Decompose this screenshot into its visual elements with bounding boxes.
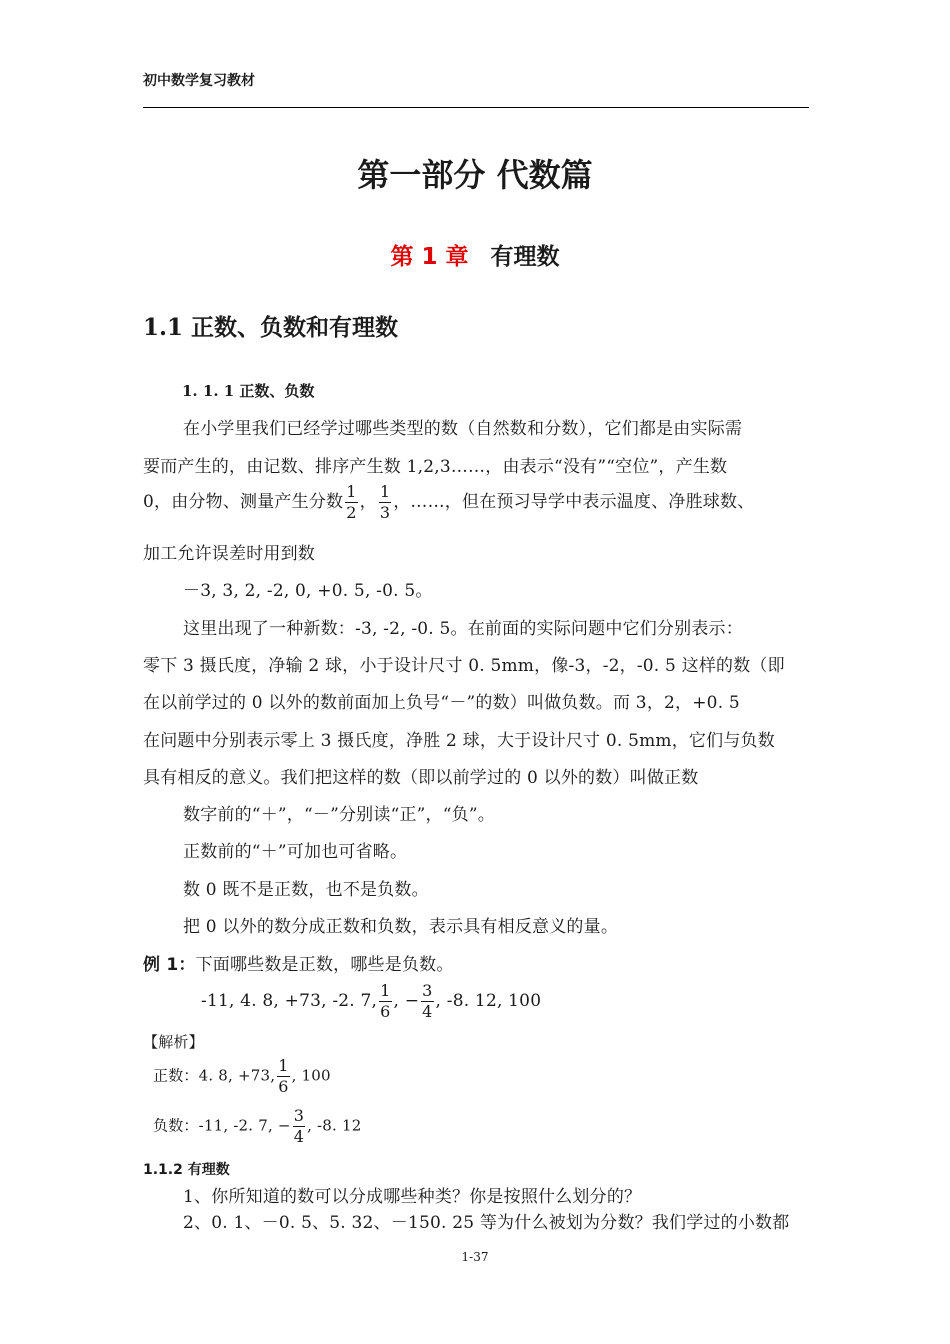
- fraction-numerator: 1: [278, 1056, 289, 1075]
- fraction-denominator: 6: [380, 1002, 391, 1021]
- paragraph-line: 在以前学过的 0 以外的数前面加上负号“－”的数）叫做负数。而 3，2，+0. 5: [143, 693, 740, 713]
- fraction-three-quarters: [421, 983, 433, 1020]
- fraction-numerator: 3: [422, 981, 433, 1000]
- paragraph-line: 数字前的“＋”，“－”分别读“正”，“负”。: [183, 805, 495, 825]
- fraction-third: [379, 484, 391, 521]
- subsection-heading: 1. 1. 1 正数、负数: [182, 382, 315, 400]
- part-title: 第一部分 代数篇: [357, 156, 593, 194]
- paragraph-line: 正数前的“＋”可加也可省略。: [183, 842, 408, 862]
- paragraph-line: 把 0 以外的数分成正数和负数，表示具有相反意义的量。: [183, 917, 619, 937]
- text-segment: -11, 4. 8, +73, -2. 7,: [201, 991, 378, 1011]
- text-segment: 正数：4. 8, +73,: [153, 1066, 276, 1085]
- fraction-denominator: 4: [422, 1002, 433, 1021]
- fraction-sixth: [277, 1058, 289, 1095]
- text-segment: 负数：-11, -2. 7, −: [153, 1116, 291, 1135]
- fraction-denominator: 6: [278, 1077, 289, 1096]
- chapter-title: 有理数: [490, 244, 560, 270]
- paragraph-line-with-fractions: [143, 484, 754, 521]
- paragraph-line: 具有相反的意义。我们把这样的数（即以前学过的 0 以外的数）叫做正数: [143, 768, 699, 788]
- example-label: 例 1：: [143, 955, 196, 975]
- text-segment: , -8. 12: [307, 1116, 362, 1135]
- fraction-denominator: 2: [346, 503, 357, 522]
- paragraph-line: 零下 3 摄氏度，净输 2 球，小于设计尺寸 0. 5mm，像-3，-2，-0. 5 这样的数（即: [143, 656, 785, 676]
- question-item: 1、你所知道的数可以分成哪些种类？你是按照什么划分的？: [183, 1187, 642, 1207]
- fraction-denominator: 3: [379, 503, 391, 522]
- fraction-denominator: 4: [293, 1127, 305, 1146]
- example-question: [143, 950, 454, 975]
- analysis-label: 【解析】: [143, 1033, 204, 1051]
- fraction-half: [345, 484, 357, 521]
- fraction-numerator: 1: [346, 482, 357, 501]
- paragraph-line: 加工允许误差时用到数: [143, 544, 315, 564]
- paragraph-line: 在问题中分别表示零上 3 摄氏度，净胜 2 球，大于设计尺寸 0. 5mm，它们与负数: [143, 731, 775, 751]
- paragraph-line: 数 0 既不是正数，也不是负数。: [183, 880, 429, 900]
- example-text: 下面哪些数是正数，哪些是负数。: [195, 955, 454, 975]
- paragraph-line: 在小学里我们已经学过哪些类型的数（自然数和分数），它们都是由实际需: [183, 419, 743, 439]
- fraction-numerator: 3: [293, 1106, 305, 1125]
- text-segment: , -8. 12, 100: [435, 991, 542, 1011]
- question-item: 2、0. 1、－0. 5、5. 32、－150. 25 等为什么被划为分数？我们学过的小数都: [183, 1213, 790, 1233]
- paragraph-line: 这里出现了一种新数：-3, -2, -0. 5。在前面的实际问题中它们分别表示：: [183, 619, 743, 639]
- number-list: －3, 3, 2, -2, 0, +0. 5, -0. 5。: [183, 581, 433, 601]
- chapter-heading: [0, 238, 950, 271]
- fraction-three-quarters: [293, 1108, 305, 1145]
- section-heading: 1.1 正数、负数和有理数: [143, 314, 399, 341]
- page-number: 1-37: [461, 1250, 489, 1264]
- subsection-heading: 1.1.2 有理数: [143, 1162, 230, 1178]
- chapter-number: 第 1 章: [390, 244, 469, 270]
- example-number-list: [201, 983, 541, 1020]
- positive-answer: [153, 1058, 331, 1095]
- fraction-sixth: [379, 983, 391, 1020]
- fraction-numerator: 1: [380, 981, 391, 1000]
- header-divider: [143, 107, 809, 108]
- fraction-numerator: 1: [379, 482, 391, 501]
- text-segment: 0，由分物、测量产生分数: [143, 492, 344, 512]
- text-segment: ，……，但在预习导学中表示温度、净胜球数、: [393, 492, 755, 512]
- text-segment: , 100: [291, 1066, 331, 1085]
- text-segment: , −: [393, 991, 420, 1011]
- header-title: 初中数学复习教材: [143, 73, 255, 89]
- negative-answer: [153, 1108, 361, 1145]
- text-segment: ，: [359, 492, 377, 512]
- paragraph-line: 要而产生的，由记数、排序产生数 1,2,3……，由表示“没有”“空位”，产生数: [143, 457, 728, 477]
